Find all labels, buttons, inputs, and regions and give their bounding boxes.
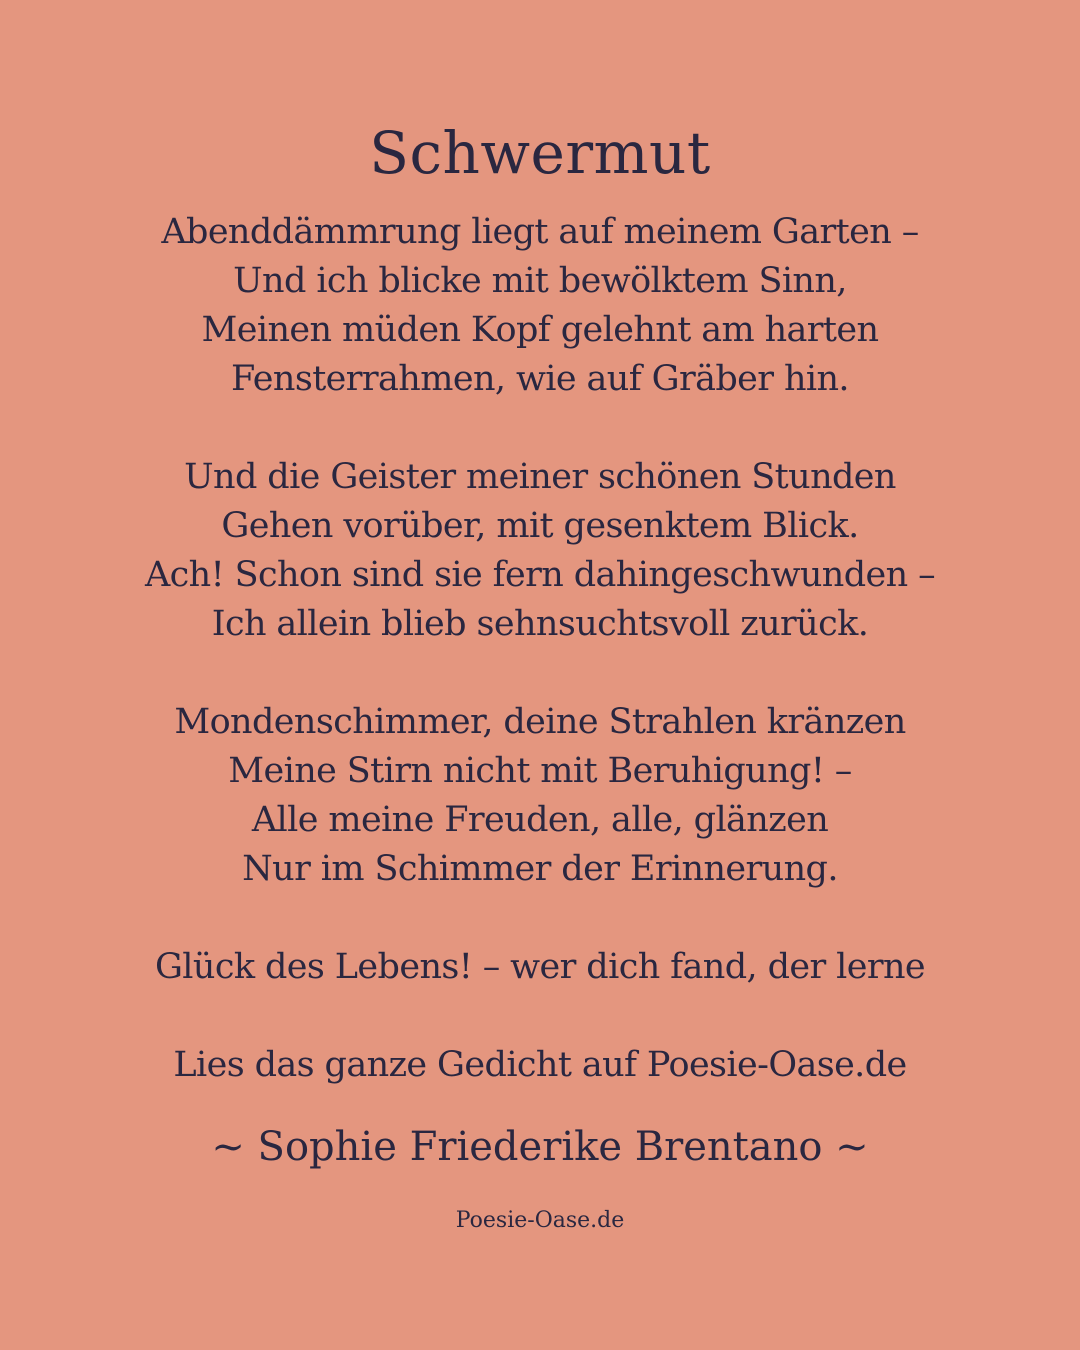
- poem-line: Nur im Schimmer der Erinnerung.: [242, 849, 838, 889]
- read-more-text: Lies das ganze Gedicht auf Poesie-Oase.de: [173, 1045, 907, 1085]
- poem-title: Schwermut: [369, 119, 711, 187]
- poem-line: Ach! Schon sind sie fern dahingeschwunden –: [144, 555, 936, 595]
- poem-line: Alle meine Freuden, alle, glänzen: [251, 800, 829, 840]
- author-name: ~ Sophie Friederike Brentano ~: [211, 1124, 869, 1170]
- stanza-3: [0, 698, 1080, 894]
- site-watermark: Poesie-Oase.de: [455, 1208, 625, 1233]
- stanza-1: [0, 208, 1080, 404]
- poem-line: Fensterrahmen, wie auf Gräber hin.: [231, 359, 849, 399]
- poem-line: Meine Stirn nicht mit Beruhigung! –: [228, 751, 852, 791]
- poem-line: Ich allein blieb sehnsuchtsvoll zurück.: [211, 604, 869, 644]
- poem-line: Und die Geister meiner schönen Stunden: [184, 457, 896, 497]
- stanza-2: [0, 453, 1080, 649]
- poem-line: Gehen vorüber, mit gesenktem Blick.: [221, 506, 859, 546]
- poem-line: Glück des Lebens! – wer dich fand, der lerne: [154, 947, 926, 987]
- stanza-4: [0, 943, 1080, 992]
- poem-line: Meinen müden Kopf gelehnt am harten: [201, 310, 879, 350]
- poem-body: [0, 208, 1080, 1041]
- poem-line: Und ich blicke mit bewölktem Sinn,: [233, 261, 847, 301]
- poem-line: Mondenschimmer, deine Strahlen kränzen: [174, 702, 906, 742]
- poem-line: Abenddämmrung liegt auf meinem Garten –: [161, 212, 919, 252]
